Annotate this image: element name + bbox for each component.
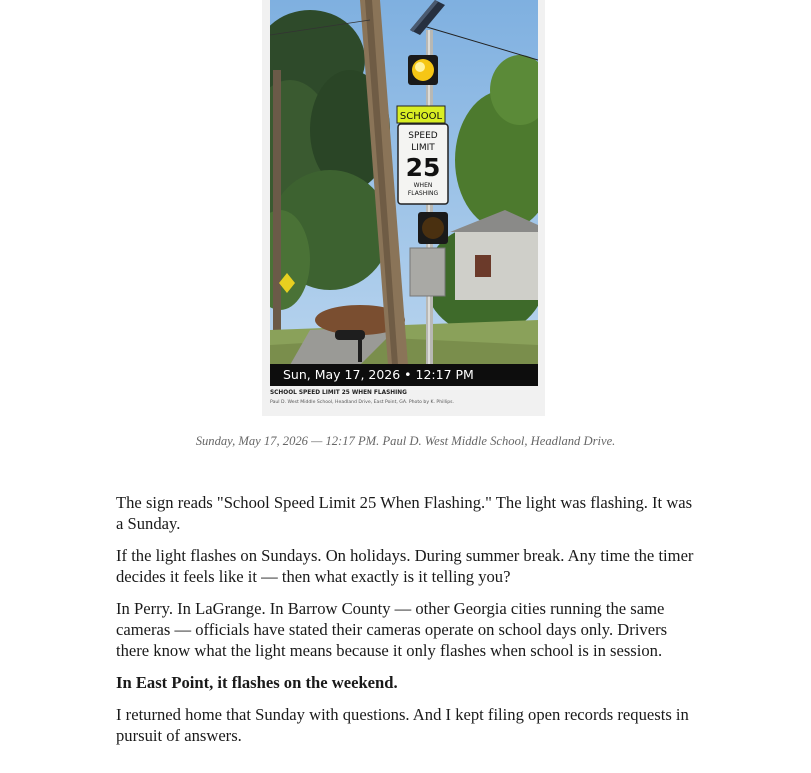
flashing-beacon-bottom [418, 212, 448, 244]
mailbox [335, 330, 365, 340]
photo-credit: Paul D. West Middle School, Headland Drive, East Point, GA. Photo by K. Phillips. [270, 400, 454, 405]
school-speed-limit-sign [397, 106, 448, 204]
photo-timestamp-bar [270, 364, 538, 386]
figure-caption: Sunday, May 17, 2026 — 12:17 PM. Paul D. West Middle School, Headland Drive. [195, 434, 616, 448]
paragraph-2: If the light flashes on Sundays. On holidays. During summer break. Any time the timer decides it feels like it — then what exactly is it telling you? [116, 546, 694, 586]
sign-when-text: WHEN [413, 182, 433, 189]
flashing-beacon-top [408, 55, 438, 85]
paragraph-3: In Perry. In LaGrange. In Barrow County — other Georgia cities running the same cameras — officials have stated their cameras operate on school days only. Drivers there know what the light means because it only flashes when school is in session. [116, 599, 668, 660]
school-zone-photo [270, 0, 538, 365]
utility-pole-left [273, 70, 281, 340]
paragraph-5: I returned home that Sunday with questions. And I kept filing open records requests in pursuit of answers. [116, 705, 689, 745]
sign-flashing-text: FLASHING [407, 190, 439, 197]
sign-school-text: SCHOOL [399, 111, 443, 122]
paragraph-4-emphasis: In East Point, it flashes on the weekend. [116, 673, 398, 692]
sign-number-text: 25 [405, 153, 441, 182]
sign-speed-text: SPEED [408, 131, 438, 141]
control-box [410, 248, 445, 296]
photo-timestamp: Sun, May 17, 2026 • 12:17 PM [283, 367, 474, 382]
article-body [116, 492, 696, 757]
photo-label: SCHOOL SPEED LIMIT 25 WHEN FLASHING [270, 390, 407, 396]
paragraph-1: The sign reads "School Speed Limit 25 When Flashing." The light was flashing. It was a Sunday. [116, 493, 693, 533]
sign-limit-text: LIMIT [411, 143, 435, 153]
